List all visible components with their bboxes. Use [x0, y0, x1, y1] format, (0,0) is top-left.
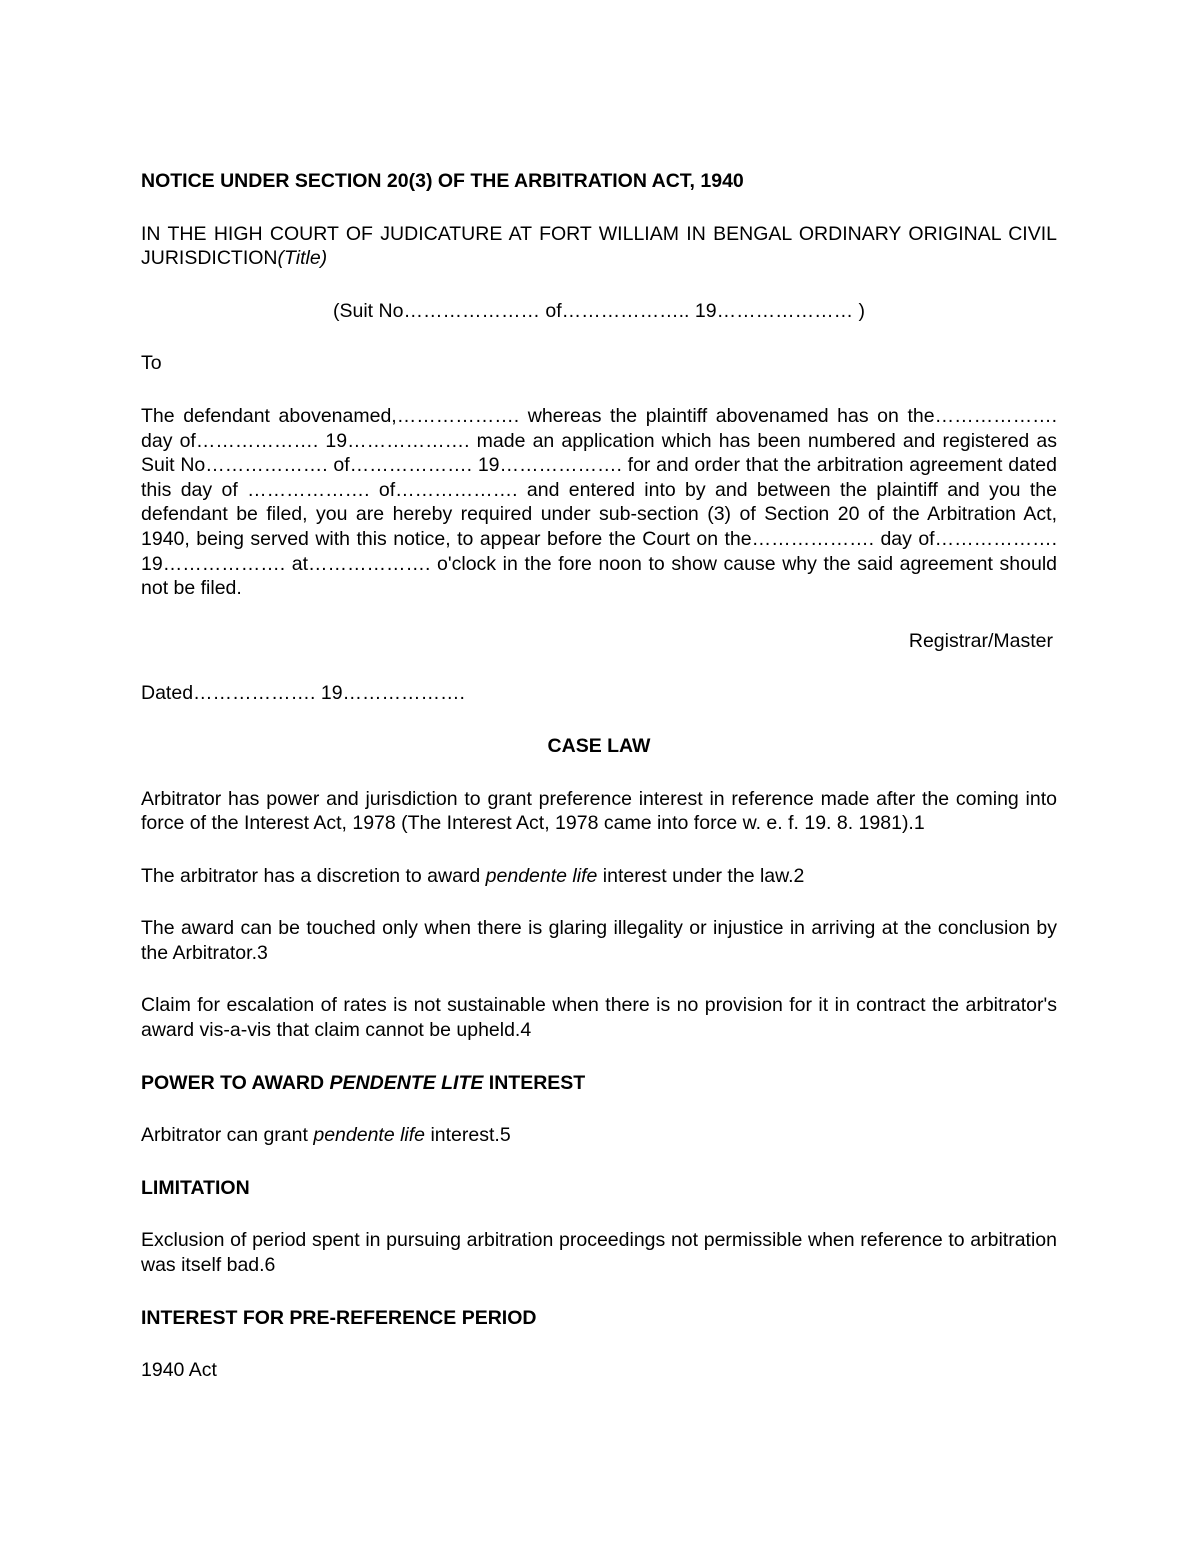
- suit-number-line: (Suit No………………… of……………….. 19………………… ): [333, 299, 865, 322]
- signatory: Registrar/Master: [908, 629, 1053, 652]
- power-heading-text: POWER TO AWARD: [141, 1071, 330, 1094]
- court-heading: [141, 222, 1057, 271]
- power-para-italic: pendente life: [313, 1124, 426, 1147]
- case-law-heading: CASE LAW: [547, 734, 651, 757]
- court-text: IN THE HIGH COURT OF JUDICATURE AT FORT WILLIAM IN BENGAL ORDINARY ORIGINAL CIVIL JURISDICTION: [141, 222, 1057, 270]
- power-para-tail: interest.5: [425, 1124, 511, 1147]
- case-law-para-2-text: The arbitrator has a discretion to award: [141, 864, 486, 887]
- court-title-label: (Title): [277, 247, 328, 270]
- interest-para: 1940 Act: [141, 1359, 217, 1382]
- limitation-heading: LIMITATION: [141, 1176, 250, 1199]
- power-heading: [141, 1071, 1057, 1096]
- case-law-para-4: Claim for escalation of rates is not sustainable when there is no provision for it in contract the arbitrator's award vis-a-vis that claim cannot be upheld.4: [141, 994, 1057, 1042]
- interest-heading: INTEREST FOR PRE-REFERENCE PERIOD: [141, 1306, 537, 1329]
- case-law-para-2: [141, 864, 1057, 889]
- limitation-para: Exclusion of period spent in pursuing arbitration proceedings not permissible when reference to arbitration was itself bad.6: [141, 1229, 1057, 1277]
- case-law-para-3: The award can be touched only when there is glaring illegality or injustice in arriving at the conclusion by the Arbitrator.3: [141, 917, 1057, 964]
- power-para: [141, 1123, 1057, 1148]
- dated-line: Dated………………. 19……………….: [141, 682, 465, 705]
- notice-title: NOTICE UNDER SECTION 20(3) OF THE ARBITRATION ACT, 1940: [141, 170, 744, 192]
- power-para-text: Arbitrator can grant: [141, 1124, 314, 1147]
- addressee-to: To: [141, 352, 162, 375]
- power-heading-tail: INTEREST: [483, 1071, 586, 1094]
- case-law-para-2-tail: interest under the law.2: [597, 864, 805, 887]
- case-law-para-1: Arbitrator has power and jurisdiction to grant preference interest in reference made after the coming into force of the Interest Act, 1978 (The Interest Act, 1978 came into force w. e. f. 19. 8. 1981).1: [141, 787, 1057, 835]
- document-page: [141, 169, 1057, 1383]
- case-law-para-2-italic: pendente life: [485, 864, 598, 887]
- notice-body: The defendant abovenamed,………………. whereas the plaintiff abovenamed has on the………………. day of………………. 19………………. made an application which has been numbered and registered as Suit No………………. of………………. 19………………. for and order that the arbitration agreement dated this day of ………………. of………………. and entered into by and between the plaintiff and you the defendant be filed, you are hereby required under sub-section (3) of Section 20 of the Arbitration Act, 1940, being served with this notice, to appear before the Court on the………………. day of………………. 19………………. at………………. o'clock in the fore noon to show cause why the said agreement should not be filed.: [141, 404, 1057, 600]
- power-heading-italic: PENDENTE LITE: [329, 1071, 484, 1094]
